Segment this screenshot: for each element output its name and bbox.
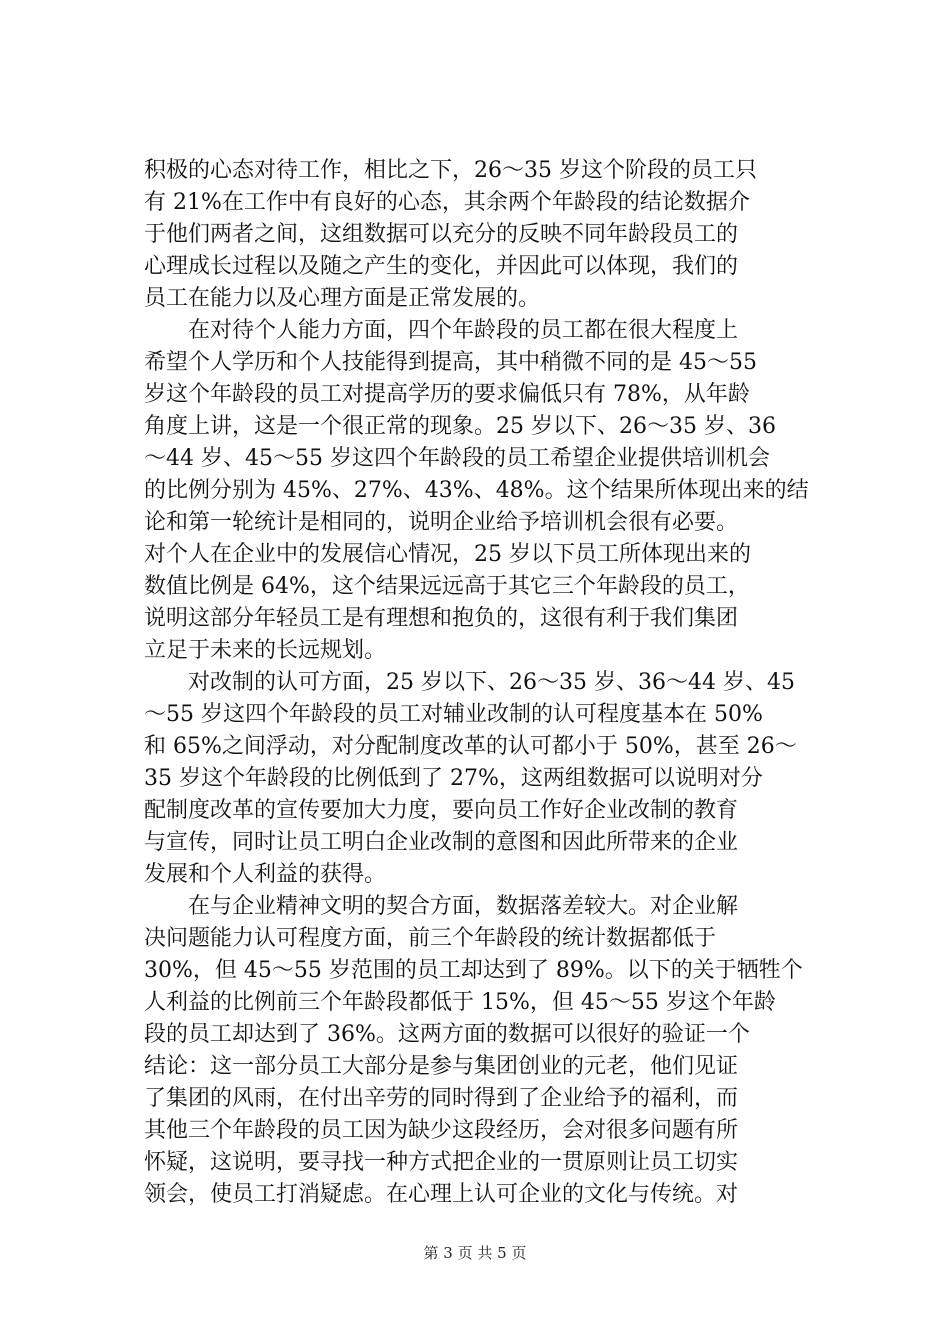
page-footer: 第 3 页 共 5 页 — [423, 1244, 527, 1262]
paragraph-1: 积极的心态对待工作，相比之下，26～35 岁这个阶段的员工只 有 21%在工作中有良好的心态，其余两个年龄段的结论数据介 于他们两者之间，这组数据可以充分的反映不同年龄段员工的 心理成长过程以及随之产生的变化，并因此可以体现，我们的 员工在能力以及心理方面是正常发展的。 — [144, 158, 757, 311]
document-body — [144, 155, 810, 1211]
paragraph-3: 对改制的认可方面，25 岁以下、26～35 岁、36～44 岁、45 ～55 岁这四个年龄段的员工对辅业改制的认可程度基本在 50% 和 65%之间浮动，对分配制度改革的认可都小于 50%，甚至 26～ 35 岁这个年龄段的比例低到了 27%，这两组数据可以说明对分 配制度改革的宣传要加大力度，要向员工作好企业改制的教育 与宣传，同时让员工明白企业改制的意图和因此所带来的企业 发展和个人利益的获得。 — [144, 670, 797, 887]
paragraph-4: 在与企业精神文明的契合方面，数据落差较大。对企业解 决问题能力认可程度方面，前三个年龄段的统计数据都低于 30%，但 45～55 岁范围的员工却达到了 89%。以下的关于牺牲个 人利益的比例前三个年龄段都低于 15%，但 45～55 岁这个年龄 段的员工却达到了 36%。这两方面的数据可以很好的验证一个 结论：这一部分员工大部分是参与集团创业的元老，他们见证 了集团的风雨，在付出辛劳的同时得到了企业给予的福利，而 其他三个年龄段的员工因为缺少这段经历，会对很多问题有所 怀疑，这说明，要寻找一种方式把企业的一贯原则让员工切实 领会，使员工打消疑虑。在心理上认可企业的文化与传统。对 — [144, 894, 803, 1207]
paragraph-2: 在对待个人能力方面，四个年龄段的员工都在很大程度上 希望个人学历和个人技能得到提高，其中稍微不同的是 45～55 岁这个年龄段的员工对提高学历的要求偏低只有 78%，从年龄 角度上讲，这是一个很正常的现象。25 岁以下、26～35 岁、36 ～44 岁、45～55 岁这四个年龄段的员工希望企业提供培训机会 的比例分别为 45%、27%、43%、48%。这个结果所体现出来的结 论和第一轮统计是相同的，说明企业给予培训机会很有必要。 对个人在企业中的发展信心情况，25 岁以下员工所体现出来的 数值比例是 64%，这个结果远远高于其它三个年龄段的员工， 说明这部分年轻员工是有理想和抱负的，这很有利于我们集团 立足于未来的长远规划。 — [144, 318, 809, 663]
